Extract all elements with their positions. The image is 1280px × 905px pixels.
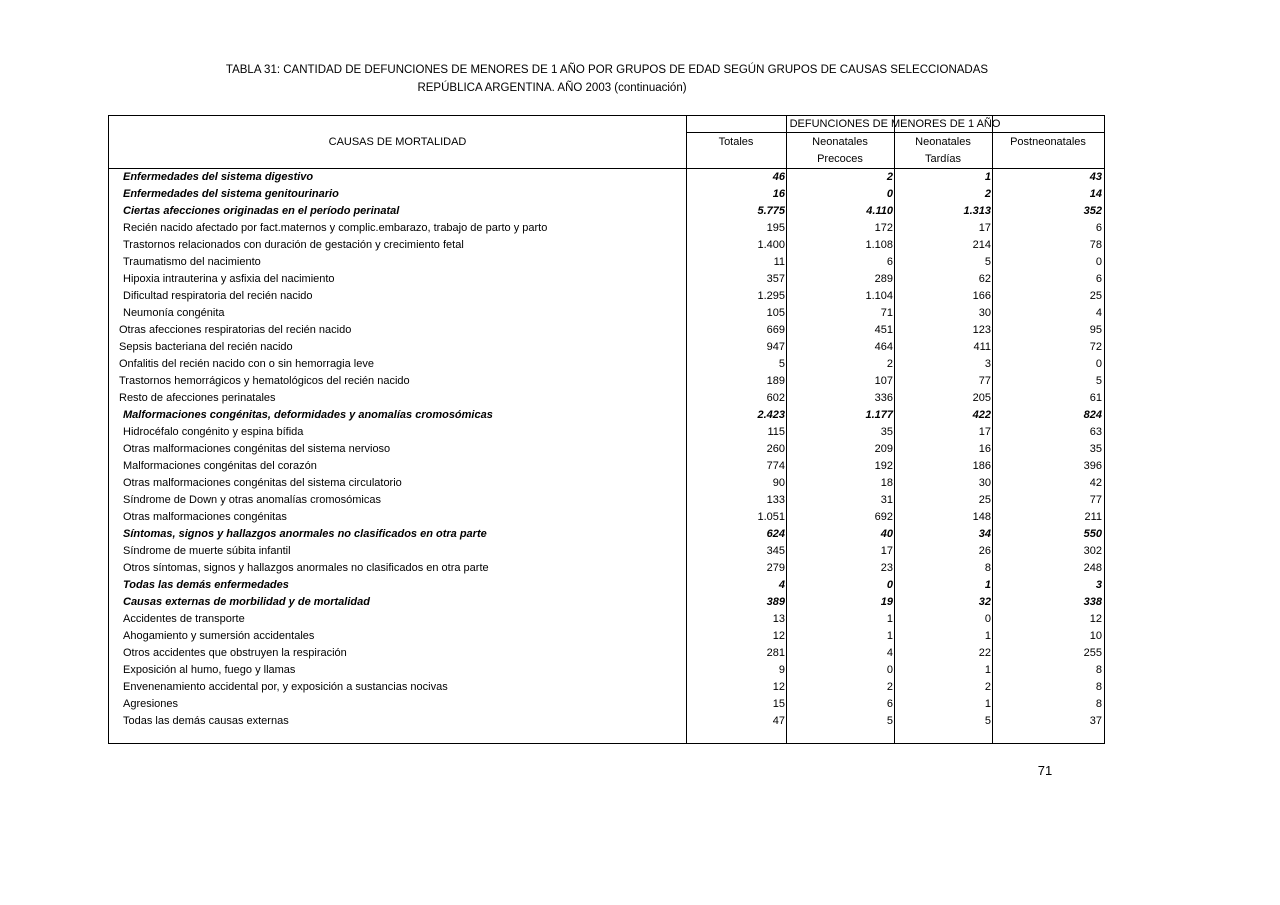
cause-name: Otros accidentes que obstruyen la respiración [123, 647, 347, 659]
value-postneonatales: 8 [1095, 698, 1102, 710]
value-totales: 2.423 [757, 409, 785, 421]
value-neonatales-precoces: 4.110 [866, 205, 893, 217]
value-neonatales-precoces: 40 [880, 528, 893, 540]
value-totales: 1.051 [757, 511, 785, 523]
value-neonatales-precoces: 336 [874, 392, 893, 404]
cause-name: Ahogamiento y sumersión accidentales [123, 630, 315, 642]
table-row [109, 254, 1104, 271]
value-neonatales-precoces: 19 [880, 596, 893, 608]
value-neonatales-tardias: 1 [984, 171, 991, 183]
value-neonatales-precoces: 451 [874, 324, 893, 336]
table-row [109, 305, 1104, 322]
value-neonatales-tardias: 17 [978, 222, 991, 234]
cause-name: Enfermedades del sistema genitourinario [123, 188, 339, 200]
table-row [109, 237, 1104, 254]
value-totales: 389 [766, 596, 785, 608]
value-totales: 279 [766, 562, 785, 574]
value-neonatales-precoces: 0 [886, 188, 893, 200]
value-neonatales-precoces: 5 [886, 715, 893, 727]
value-totales: 105 [766, 307, 785, 319]
value-neonatales-precoces: 209 [874, 443, 893, 455]
table-row [109, 407, 1104, 424]
cause-name: Todas las demás causas externas [123, 715, 289, 727]
header-neonatales-tardias-line2: Tardías [924, 153, 962, 165]
table-subtitle: REPÚBLICA ARGENTINA. AÑO 2003 (continuación) [417, 82, 687, 94]
value-totales: 12 [772, 630, 785, 642]
cause-name: Todas las demás enfermedades [123, 579, 289, 591]
table-row [109, 577, 1104, 594]
cause-name: Malformaciones congénitas del corazón [123, 460, 317, 472]
value-neonatales-tardias: 3 [984, 358, 991, 370]
value-neonatales-precoces: 0 [886, 579, 893, 591]
value-postneonatales: 302 [1083, 545, 1102, 557]
value-totales: 5.775 [757, 205, 785, 217]
table-row [109, 662, 1104, 679]
cause-name: Causas externas de morbilidad y de mortalidad [123, 596, 370, 608]
value-neonatales-tardias: 411 [973, 341, 991, 353]
table-row [109, 713, 1104, 730]
value-neonatales-tardias: 32 [978, 596, 991, 608]
value-totales: 47 [772, 715, 785, 727]
value-totales: 1.295 [757, 290, 785, 302]
value-neonatales-tardias: 1.313 [963, 205, 991, 217]
table-row [109, 339, 1104, 356]
header-postneonatales: Postneonatales [1010, 136, 1086, 148]
value-postneonatales: 72 [1089, 341, 1102, 353]
table-title: TABLA 31: CANTIDAD DE DEFUNCIONES DE MENORES DE 1 AÑO POR GRUPOS DE EDAD SEGÚN GRUPOS DE CAUSAS SELECCIONADAS [225, 64, 989, 76]
value-totales: 133 [766, 494, 785, 506]
cause-name: Trastornos relacionados con duración de gestación y crecimiento fetal [123, 239, 464, 251]
table-row [109, 543, 1104, 560]
table-row [109, 679, 1104, 696]
value-postneonatales: 3 [1095, 579, 1102, 591]
value-neonatales-tardias: 186 [972, 460, 991, 472]
value-neonatales-tardias: 17 [978, 426, 991, 438]
header-neonatales-precoces-line1: Neonatales [812, 136, 868, 148]
value-postneonatales: 255 [1083, 647, 1102, 659]
cause-name: Síntomas, signos y hallazgos anormales no clasificados en otra parte [123, 528, 487, 540]
table-row [109, 169, 1104, 186]
table-row [109, 560, 1104, 577]
cause-name: Hidrocéfalo congénito y espina bífida [123, 426, 304, 438]
value-postneonatales: 63 [1089, 426, 1102, 438]
cause-name: Hipoxia intrauterina y asfixia del nacimiento [123, 273, 335, 285]
value-neonatales-precoces: 31 [880, 494, 893, 506]
value-neonatales-tardias: 16 [978, 443, 991, 455]
value-neonatales-tardias: 77 [978, 375, 991, 387]
value-totales: 357 [766, 273, 785, 285]
value-neonatales-precoces: 2 [886, 681, 893, 693]
value-totales: 345 [766, 545, 785, 557]
value-postneonatales: 78 [1089, 239, 1102, 251]
value-neonatales-precoces: 23 [880, 562, 893, 574]
value-neonatales-precoces: 6 [886, 256, 893, 268]
value-postneonatales: 8 [1095, 664, 1102, 676]
value-postneonatales: 95 [1089, 324, 1102, 336]
page-number: 71 [1037, 763, 1053, 778]
cause-name: Recién nacido afectado por fact.maternos y complic.embarazo, trabajo de parto y parto [123, 222, 548, 234]
value-totales: 189 [766, 375, 785, 387]
value-postneonatales: 8 [1095, 681, 1102, 693]
value-postneonatales: 352 [1083, 205, 1102, 217]
value-totales: 12 [772, 681, 785, 693]
value-totales: 947 [766, 341, 785, 353]
cause-name: Trastornos hemorrágicos y hematológicos del recién nacido [119, 375, 410, 387]
value-neonatales-precoces: 1.108 [865, 239, 893, 251]
value-totales: 669 [766, 324, 785, 336]
cause-name: Otras afecciones respiratorias del recién nacido [119, 324, 352, 336]
value-totales: 281 [766, 647, 785, 659]
value-postneonatales: 248 [1083, 562, 1102, 574]
cause-name: Otras malformaciones congénitas del sistema nervioso [123, 443, 391, 455]
header-neonatales-precoces-line2: Precoces [817, 153, 863, 165]
table-row [109, 390, 1104, 407]
value-totales: 602 [766, 392, 785, 404]
value-postneonatales: 37 [1089, 715, 1102, 727]
value-neonatales-precoces: 2 [886, 171, 893, 183]
value-postneonatales: 0 [1095, 256, 1102, 268]
value-neonatales-precoces: 1.177 [865, 409, 893, 421]
value-totales: 115 [767, 426, 785, 438]
table-row [109, 322, 1104, 339]
value-postneonatales: 550 [1083, 528, 1102, 540]
value-neonatales-tardias: 1 [984, 579, 991, 591]
value-neonatales-tardias: 205 [972, 392, 991, 404]
cause-name: Otras malformaciones congénitas [123, 511, 287, 523]
cause-name: Enfermedades del sistema digestivo [123, 171, 314, 183]
value-postneonatales: 12 [1089, 613, 1102, 625]
table-row [109, 220, 1104, 237]
value-totales: 13 [772, 613, 785, 625]
value-neonatales-precoces: 18 [880, 477, 893, 489]
table-row [109, 288, 1104, 305]
cause-name: Síndrome de muerte súbita infantil [123, 545, 291, 557]
value-postneonatales: 10 [1089, 630, 1102, 642]
table-row [109, 356, 1104, 373]
value-neonatales-tardias: 30 [978, 477, 991, 489]
value-postneonatales: 61 [1089, 392, 1102, 404]
table-row [109, 271, 1104, 288]
value-neonatales-tardias: 1 [984, 630, 991, 642]
value-neonatales-tardias: 26 [978, 545, 991, 557]
table-row [109, 203, 1104, 220]
value-totales: 195 [766, 222, 785, 234]
value-neonatales-tardias: 0 [984, 613, 991, 625]
table-row [109, 424, 1104, 441]
value-neonatales-precoces: 6 [886, 698, 893, 710]
value-postneonatales: 14 [1089, 188, 1102, 200]
header-causes: CAUSAS DE MORTALIDAD [328, 136, 467, 148]
value-totales: 1.400 [757, 239, 785, 251]
value-neonatales-tardias: 2 [984, 681, 991, 693]
header-group: DEFUNCIONES DE MENORES DE 1 AÑO [789, 118, 1001, 130]
value-neonatales-precoces: 692 [874, 511, 893, 523]
value-neonatales-tardias: 5 [984, 715, 991, 727]
value-postneonatales: 35 [1089, 443, 1102, 455]
value-postneonatales: 396 [1083, 460, 1102, 472]
value-neonatales-precoces: 1.104 [865, 290, 893, 302]
value-postneonatales: 4 [1095, 307, 1102, 319]
value-neonatales-precoces: 1 [886, 630, 893, 642]
table-row [109, 475, 1104, 492]
value-totales: 90 [772, 477, 785, 489]
cause-name: Malformaciones congénitas, deformidades y anomalías cromosómicas [123, 409, 493, 421]
table-row [109, 526, 1104, 543]
value-neonatales-tardias: 214 [972, 239, 991, 251]
value-totales: 16 [772, 188, 785, 200]
cause-name: Sepsis bacteriana del recién nacido [119, 341, 293, 353]
value-neonatales-precoces: 1 [886, 613, 893, 625]
value-neonatales-precoces: 192 [874, 460, 893, 472]
cause-name: Traumatismo del nacimiento [123, 256, 261, 268]
value-totales: 4 [778, 579, 785, 591]
header-totales: Totales [718, 136, 754, 148]
value-neonatales-precoces: 35 [880, 426, 893, 438]
table-row [109, 373, 1104, 390]
value-postneonatales: 77 [1089, 494, 1102, 506]
cause-name: Otras malformaciones congénitas del sistema circulatorio [123, 477, 402, 489]
value-postneonatales: 6 [1095, 222, 1102, 234]
value-postneonatales: 0 [1095, 358, 1102, 370]
value-neonatales-tardias: 8 [984, 562, 991, 574]
mortality-table [108, 115, 1105, 744]
table-row [109, 492, 1104, 509]
value-postneonatales: 824 [1083, 409, 1102, 421]
value-neonatales-tardias: 1 [984, 664, 991, 676]
value-neonatales-tardias: 166 [972, 290, 991, 302]
value-totales: 11 [773, 256, 785, 268]
value-neonatales-tardias: 34 [978, 528, 991, 540]
value-neonatales-tardias: 123 [972, 324, 991, 336]
cause-name: Dificultad respiratoria del recién nacido [123, 290, 313, 302]
cause-name: Onfalitis del recién nacido con o sin hemorragia leve [119, 358, 374, 370]
value-neonatales-precoces: 71 [880, 307, 893, 319]
cause-name: Agresiones [123, 698, 179, 710]
value-neonatales-tardias: 422 [972, 409, 991, 421]
cause-name: Envenenamiento accidental por, y exposición a sustancias nocivas [123, 681, 448, 693]
value-totales: 624 [766, 528, 785, 540]
cause-name: Ciertas afecciones originadas en el período perinatal [123, 205, 400, 217]
value-neonatales-precoces: 4 [886, 647, 893, 659]
value-neonatales-precoces: 464 [874, 341, 893, 353]
value-neonatales-tardias: 148 [972, 511, 991, 523]
value-neonatales-tardias: 2 [984, 188, 991, 200]
table-row [109, 645, 1104, 662]
value-totales: 46 [772, 171, 785, 183]
value-postneonatales: 211 [1084, 511, 1102, 523]
value-neonatales-precoces: 107 [874, 375, 893, 387]
value-neonatales-tardias: 1 [984, 698, 991, 710]
value-neonatales-precoces: 17 [880, 545, 893, 557]
value-neonatales-precoces: 172 [874, 222, 893, 234]
value-postneonatales: 43 [1089, 171, 1102, 183]
cause-name: Exposición al humo, fuego y llamas [123, 664, 296, 676]
value-neonatales-tardias: 5 [984, 256, 991, 268]
value-neonatales-tardias: 22 [978, 647, 991, 659]
cause-name: Otros síntomas, signos y hallazgos anormales no clasificados en otra parte [123, 562, 489, 574]
header-neonatales-tardias-line1: Neonatales [915, 136, 971, 148]
value-neonatales-precoces: 0 [886, 664, 893, 676]
table-row [109, 628, 1104, 645]
cause-name: Neumonía congénita [123, 307, 225, 319]
value-totales: 9 [778, 664, 785, 676]
cause-name: Síndrome de Down y otras anomalías cromosómicas [123, 494, 381, 506]
table-row [109, 611, 1104, 628]
table-row [109, 458, 1104, 475]
value-postneonatales: 338 [1083, 596, 1102, 608]
value-neonatales-tardias: 62 [978, 273, 991, 285]
table-row [109, 594, 1104, 611]
value-postneonatales: 6 [1095, 273, 1102, 285]
value-postneonatales: 5 [1095, 375, 1102, 387]
value-totales: 5 [778, 358, 785, 370]
value-neonatales-tardias: 30 [978, 307, 991, 319]
table-row [109, 696, 1104, 713]
value-neonatales-precoces: 2 [886, 358, 893, 370]
value-neonatales-precoces: 289 [874, 273, 893, 285]
value-totales: 774 [766, 460, 785, 472]
header-divider [686, 132, 1104, 133]
value-totales: 260 [766, 443, 785, 455]
table-row [109, 509, 1104, 526]
value-postneonatales: 42 [1089, 477, 1102, 489]
value-neonatales-tardias: 25 [978, 494, 991, 506]
value-totales: 15 [772, 698, 785, 710]
cause-name: Accidentes de transporte [123, 613, 245, 625]
cause-name: Resto de afecciones perinatales [119, 392, 276, 404]
table-row [109, 441, 1104, 458]
value-postneonatales: 25 [1089, 290, 1102, 302]
table-row [109, 186, 1104, 203]
